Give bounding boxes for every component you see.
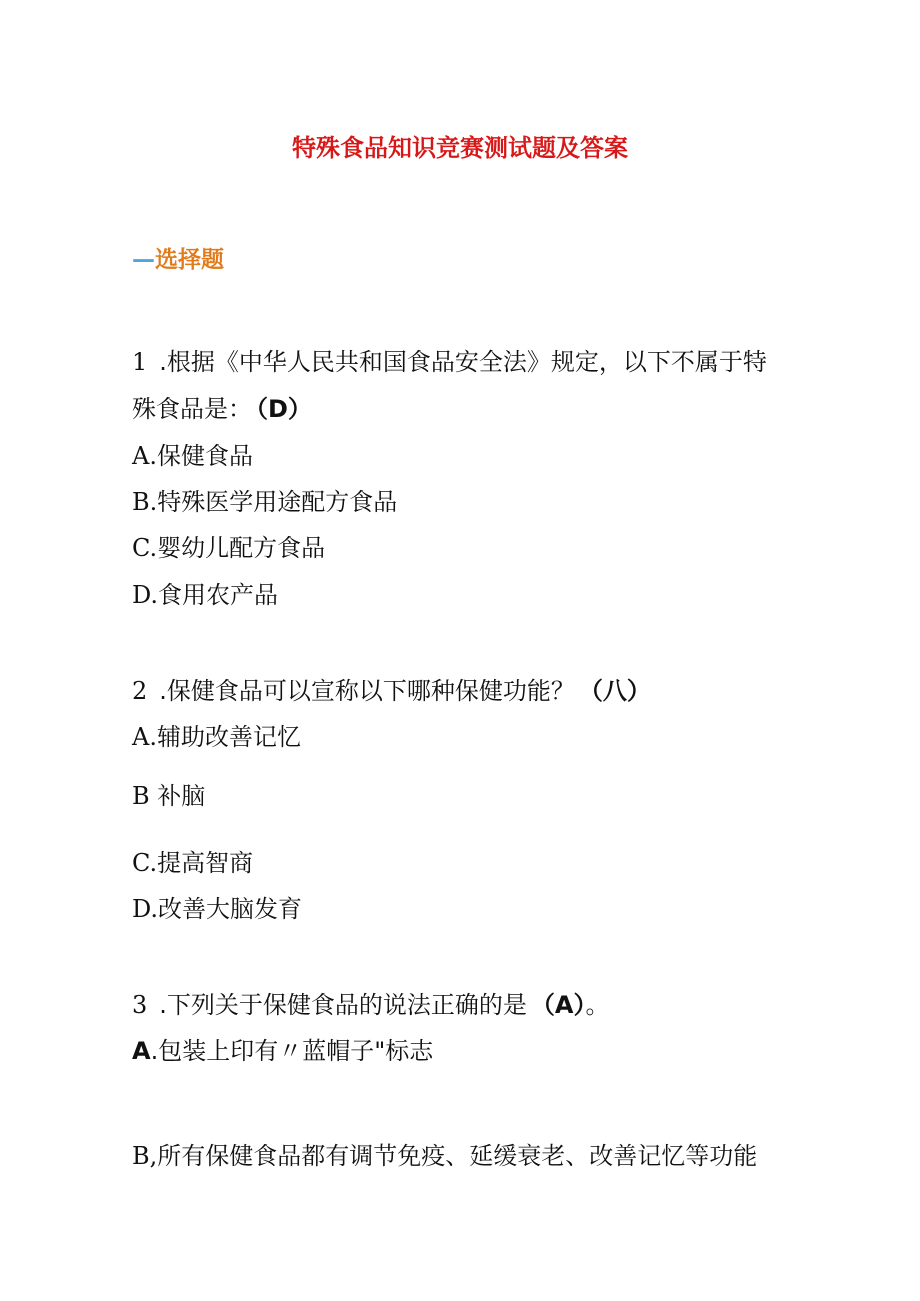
question-number: 3 <box>132 991 148 1019</box>
question-text: 殊食品是： <box>132 395 252 423</box>
option-text: .包装上印有〃蓝帽子"标志 <box>150 1037 434 1065</box>
option-item <box>132 1141 757 1171</box>
option-letter: C. <box>132 534 158 562</box>
option-item <box>132 894 302 924</box>
option-text: 辅助改善记忆 <box>156 723 301 751</box>
question-2-line-1 <box>132 676 651 706</box>
option-letter: C. <box>132 849 158 877</box>
question-answer: （A） <box>530 991 586 1019</box>
option-letter: D. <box>132 581 159 609</box>
option-item <box>132 487 397 517</box>
question-1-line-2 <box>132 394 312 424</box>
option-letter: D. <box>132 895 159 923</box>
option-item <box>132 781 205 811</box>
option-letter: B, <box>132 1142 158 1170</box>
question-3-line-1 <box>132 990 610 1020</box>
option-text: 食用农产品 <box>158 581 279 609</box>
document-title: 特殊食品知识竞赛测试题及答案 <box>292 134 628 162</box>
question-number: 2 <box>132 677 148 705</box>
option-text: 保健食品 <box>156 442 253 470</box>
option-letter: B. <box>132 488 158 516</box>
question-answer: （D） <box>256 395 312 423</box>
option-item <box>132 580 278 610</box>
option-letter: A. <box>132 442 157 470</box>
section-label: 选择题 <box>155 247 224 273</box>
question-text: .下列关于保健食品的说法正确的是 <box>159 991 527 1019</box>
option-text: 改善大脑发育 <box>158 895 303 923</box>
option-text: 特殊医学用途配方食品 <box>157 488 398 516</box>
question-1-line-1 <box>132 347 767 377</box>
option-item <box>132 533 325 563</box>
question-answer: （八） <box>578 677 651 705</box>
option-letter: A. <box>132 723 157 751</box>
question-text: .保健食品可以宣称以下哪种保健功能？ <box>159 677 575 705</box>
option-item <box>132 722 301 752</box>
question-text: .根据《中华人民共和国食品安全法》规定，以下不属于特 <box>159 348 767 376</box>
option-letter: B <box>132 782 158 810</box>
option-item <box>132 1036 433 1066</box>
option-letter: A <box>132 1037 151 1065</box>
question-number: 1 <box>132 348 148 376</box>
option-item <box>132 441 253 471</box>
option-text: 补脑 <box>157 782 206 810</box>
section-heading <box>132 241 224 274</box>
option-text: 婴幼儿配方食品 <box>157 534 326 562</box>
option-text: 所有保健食品都有调节免疫、延缓衰老、改善记忆等功能 <box>157 1142 758 1170</box>
option-item <box>132 848 253 878</box>
question-suffix: 。 <box>585 991 610 1019</box>
section-dash: — <box>132 247 155 273</box>
option-text: 提高智商 <box>157 849 254 877</box>
